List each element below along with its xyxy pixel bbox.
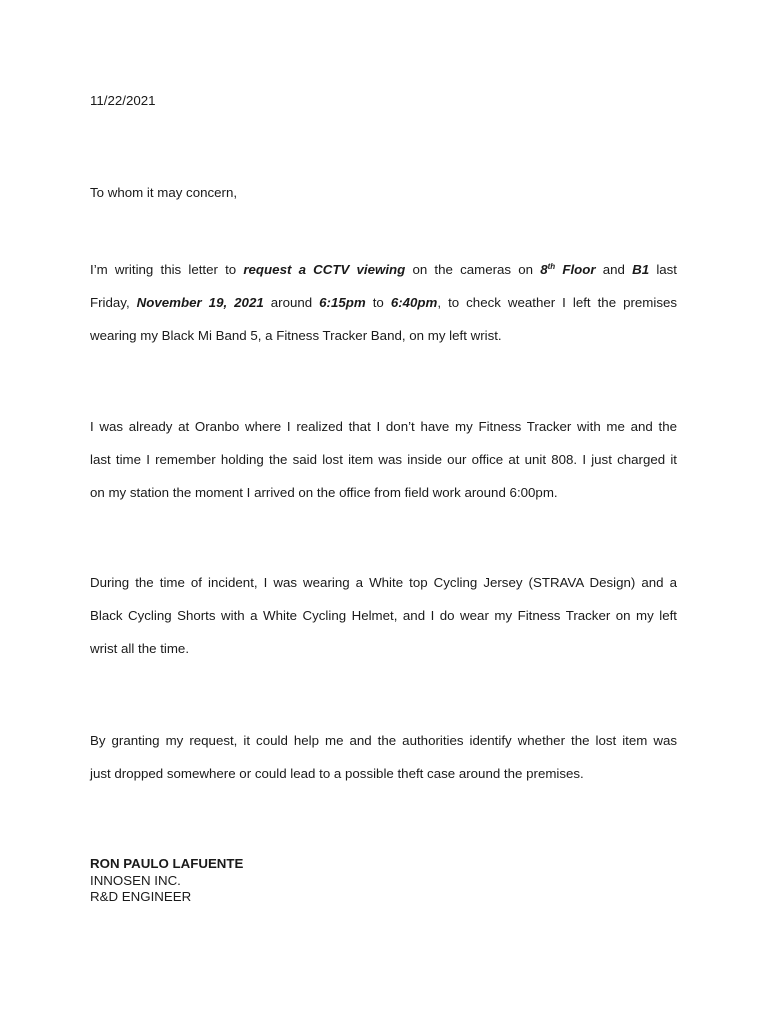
signature-name: RON PAULO LAFUENTE	[90, 856, 244, 871]
paragraph-1-line-3: wearing my Black Mi Band 5, a Fitness Tracker Band, on my left wrist.	[90, 328, 502, 343]
paragraph-2-line-1: I was already at Oranbo where I realized that I don’t have my Fitness Tracker with me and the	[90, 419, 677, 434]
paragraph-3-line-1: During the time of incident, I was wearing a White top Cycling Jersey (STRAVA Design) and a	[90, 575, 677, 590]
paragraph-2-line-2: last time I remember holding the said lost item was inside our office at unit 808. I just charged it	[90, 452, 677, 467]
emphasis-request-cctv: request a CCTV viewing	[243, 262, 406, 277]
paragraph-4-line-1: By granting my request, it could help me and the authorities identify whether the lost item was	[90, 733, 677, 748]
paragraph-1-line-2: Friday, November 19, 2021 around 6:15pm to 6:40pm, to check weather I left the premises	[90, 295, 678, 310]
emphasis-b1: B1	[632, 262, 650, 277]
emphasis-start-time: 6:15pm	[319, 295, 366, 310]
emphasis-end-time: 6:40pm	[390, 295, 438, 310]
ordinal-suffix: th	[547, 262, 556, 271]
paragraph-3-line-3: wrist all the time.	[90, 641, 190, 656]
paragraph-4-line-2: just dropped somewhere or could lead to a possible theft case around the premises.	[90, 766, 584, 781]
letter-date: 11/22/2021	[90, 93, 156, 108]
paragraph-2-line-3: on my station the moment I arrived on the office from field work around 6:00pm.	[90, 485, 558, 500]
emphasis-date: November 19, 2021	[136, 295, 264, 310]
paragraph-1-line-1: I’m writing this letter to request a CCTV viewing on the cameras on 8th Floor and B1 last	[90, 262, 678, 277]
signature-title: R&D ENGINEER	[90, 889, 192, 904]
paragraph-3-line-2: Black Cycling Shorts with a White Cycling Helmet, and I do wear my Fitness Tracker on my left	[90, 608, 677, 623]
signature-company: INNOSEN INC.	[90, 873, 181, 888]
emphasis-floor-number: 8	[540, 262, 548, 277]
salutation: To whom it may concern,	[90, 185, 238, 200]
emphasis-floor: Floor	[555, 262, 596, 277]
